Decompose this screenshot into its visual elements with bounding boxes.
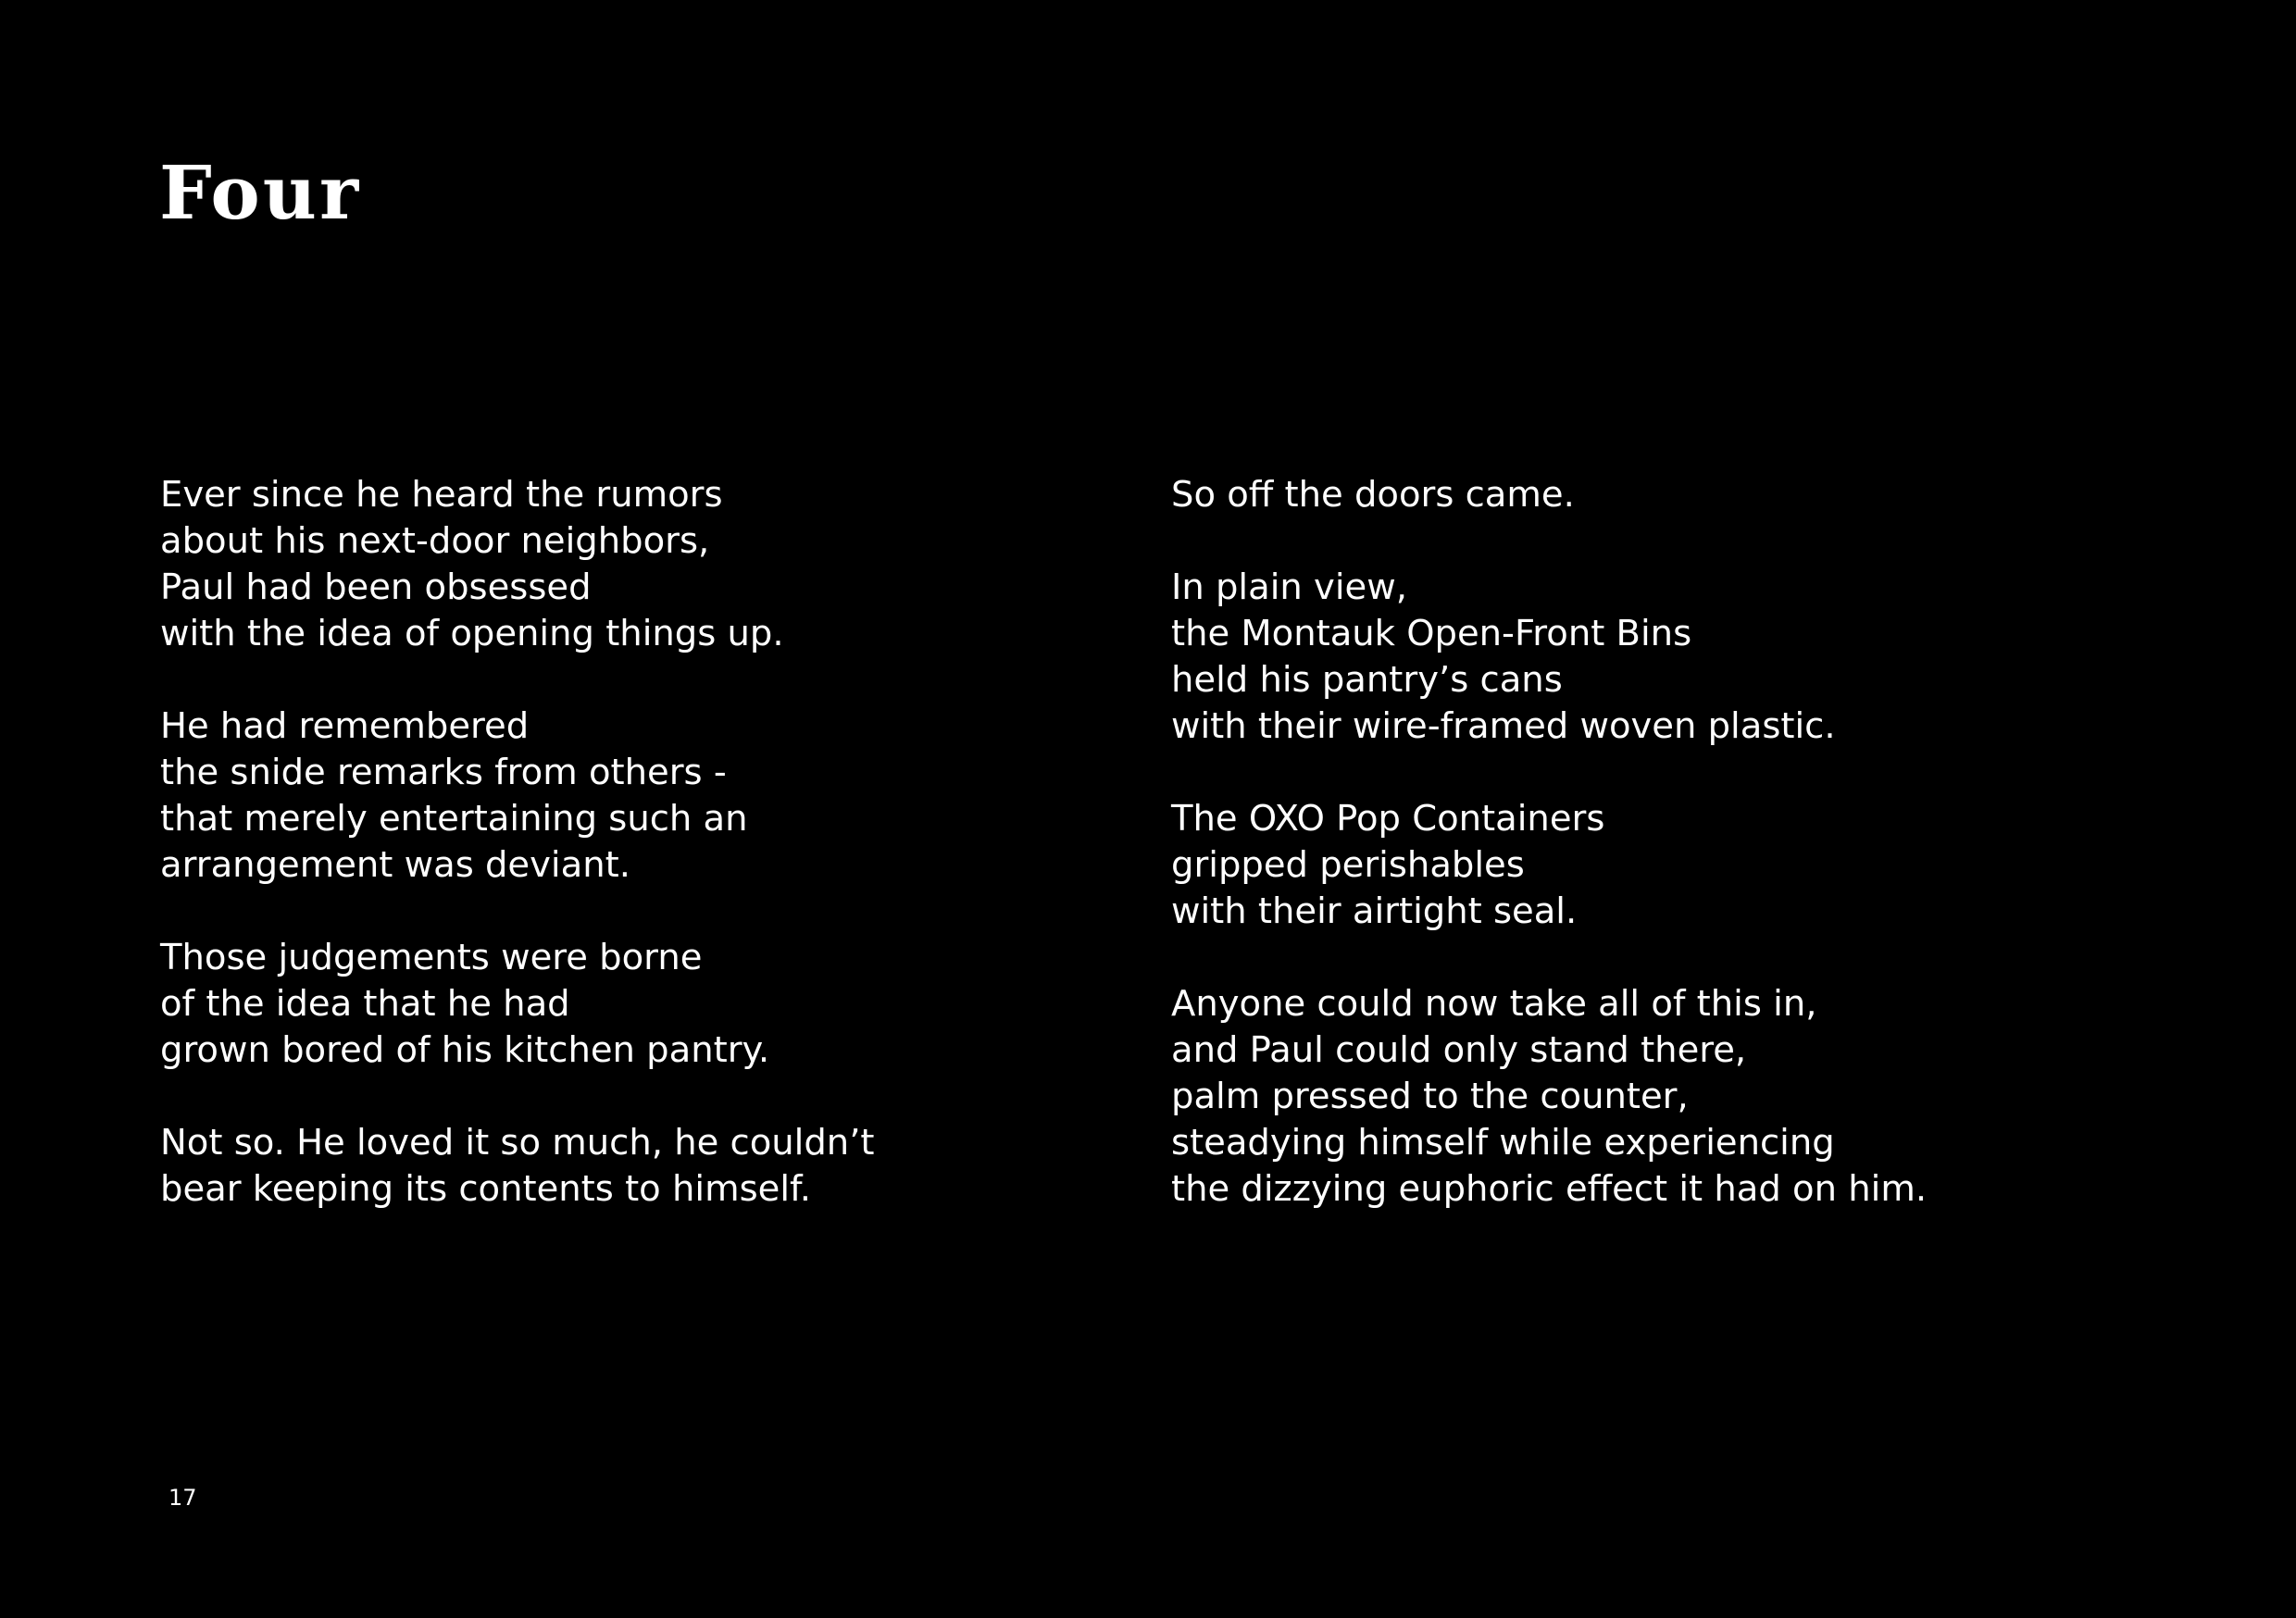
page-title: Four <box>159 149 362 236</box>
text-line: The OXO Pop Containers <box>1171 798 1605 840</box>
text-line: He had remembered <box>160 705 530 747</box>
stanza <box>1171 565 2264 750</box>
text-line: Those judgements were borne <box>160 937 703 978</box>
text-line: So off the doors came. <box>1171 474 1575 516</box>
text-line: steadying himself while experiencing <box>1171 1122 1835 1164</box>
left-text-column <box>160 472 1142 1213</box>
text-line: In plain view, <box>1171 566 1407 608</box>
text-line: with their airtight seal. <box>1171 890 1578 932</box>
stanza <box>160 703 1142 889</box>
text-line: and Paul could only stand there, <box>1171 1029 1747 1071</box>
text-line: gripped perishables <box>1171 844 1525 886</box>
text-line: with the idea of opening things up. <box>160 613 784 654</box>
text-line: grown bored of his kitchen pantry. <box>160 1029 770 1071</box>
stanza <box>160 1120 1142 1213</box>
right-text-column <box>1171 472 2264 1213</box>
text-line: the Montauk Open-Front Bins <box>1171 613 1692 654</box>
text-line: with their wire-framed woven plastic. <box>1171 705 1836 747</box>
text-line: held his pantry’s cans <box>1171 659 1563 701</box>
text-line: the snide remarks from others - <box>160 752 727 793</box>
text-line: of the idea that he had <box>160 983 570 1025</box>
page-number: 17 <box>168 1485 197 1511</box>
text-line: about his next-door neighbors, <box>160 520 710 562</box>
text-line: Not so. He loved it so much, he couldn’t <box>160 1122 875 1164</box>
text-line: Paul had been obsessed <box>160 566 592 608</box>
text-line: arrangement was deviant. <box>160 844 630 886</box>
text-line: that merely entertaining such an <box>160 798 748 840</box>
stanza <box>160 935 1142 1074</box>
stanza <box>1171 981 2264 1213</box>
text-line: Anyone could now take all of this in, <box>1171 983 1817 1025</box>
text-line: Ever since he heard the rumors <box>160 474 723 516</box>
text-line: the dizzying euphoric effect it had on him. <box>1171 1168 1928 1210</box>
stanza <box>160 472 1142 657</box>
stanza <box>1171 472 2264 518</box>
text-line: palm pressed to the counter, <box>1171 1076 1689 1117</box>
stanza <box>1171 796 2264 935</box>
text-line: bear keeping its contents to himself. <box>160 1168 812 1210</box>
